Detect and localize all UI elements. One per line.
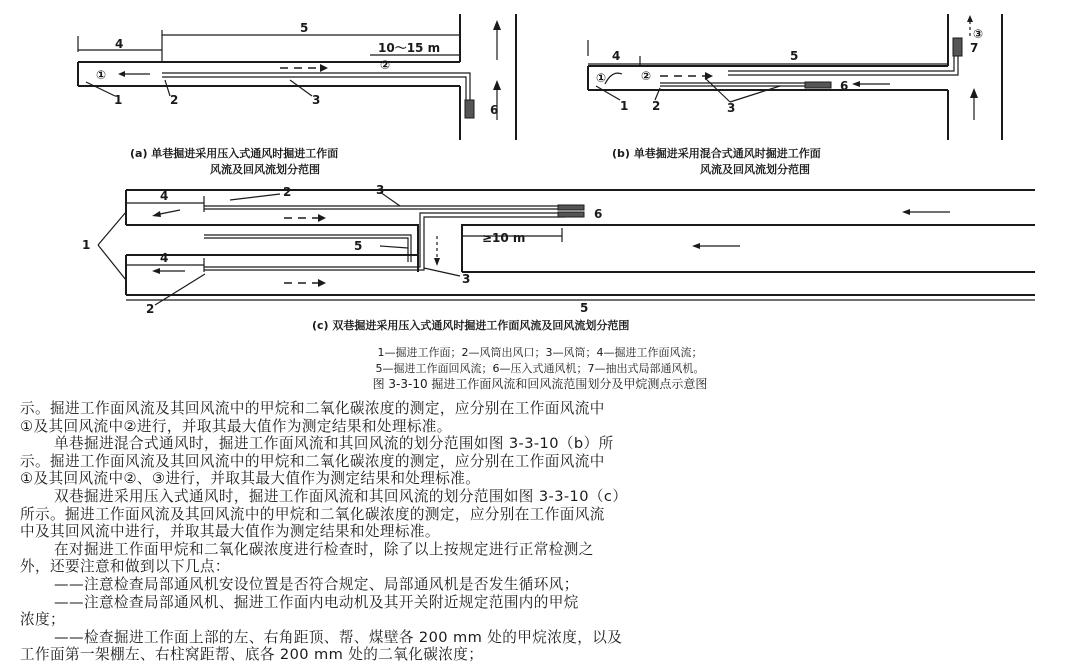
b-exhaust-duct-2 [728,38,958,75]
a-main-flow-arrowhead-2 [493,80,501,90]
b-leader-3b [730,86,780,102]
c-top-airflow-arrowhead [318,214,326,222]
c-return-path-inner-2 [204,235,411,262]
c-part-3-top: 3 [376,183,385,197]
a-point-1: ① [96,68,107,82]
b-return-arrowhead [852,81,860,87]
diagram-c [82,183,1035,316]
a-dim-label-5: 5 [300,21,309,35]
b-leader-1 [596,86,620,100]
b-face-curve-arrow [605,73,622,84]
a-leader-1 [86,82,115,96]
b-part-7: 7 [970,41,979,55]
a-point-2: ② [380,58,391,72]
body-line-6: 双巷掘进采用压入式通风时，掘进工作面风流和其回风流的划分范围如图 3-3-10（c） [54,488,628,505]
c-part-1: 1 [82,238,91,252]
b-exhaust-flow-arrowhead [967,15,973,22]
c-dim-label-4-top: 4 [160,189,169,203]
a-part-3: 3 [312,93,321,107]
a-part-1: 1 [114,93,123,107]
body-line-12: ——注意检查局部通风机、掘进工作面内电动机及其开关附近规定范围内的甲烷 [54,593,579,611]
c-leader-3-mid [424,268,460,276]
c-dim-label-5-bottom: 5 [580,301,589,315]
c-return-path-inner-1 [204,238,408,262]
c-top-face-arrowhead [152,211,161,217]
diagram-b [588,14,1002,140]
c-return-arrowhead-2 [902,209,910,215]
c-crosscut-flow-arrowhead [434,258,440,266]
a-part-6: 6 [490,103,499,117]
c-return-arrowhead-1 [692,243,700,249]
b-part-2: 2 [652,99,661,113]
body-line-5: ①及其回风流中②、③进行，并取其最大值作为测定结果和处理标准。 [20,470,481,488]
body-line-4: 示。掘进工作面风流及其回风流中的甲烷和二氧化碳浓度的测定，应分别在工作面风流中 [20,452,605,470]
c-leader-1b [98,245,126,280]
legend-line2: 5—掘进工作面回风流；6—压入式通风机；7—抽出式局部通风机。 [375,362,705,375]
body-line-14: ——检查掘进工作面上部的左、右角距顶、帮、煤壁各 200 mm 处的甲烷浓度，以及 [54,628,623,646]
caption-a-line1: (a) 单巷掘进采用压入式通风时掘进工作面 [130,147,339,160]
caption-b-line2: 风流及回风流划分范围 [700,163,810,176]
a-dim-label-4: 4 [115,37,124,51]
a-dim-label-range: 10～15 m [378,41,441,55]
caption-b-line1: (b) 单巷掘进采用混合式通风时掘进工作面 [612,147,821,160]
body-line-1: 示。掘进工作面风流及其回风流中的甲烷和二氧化碳浓度的测定，应分别在工作面风流中 [20,400,605,417]
c-part-2-bottom: 2 [146,302,155,316]
c-leader-5-inner [380,246,408,248]
body-line-7: 所示。掘进工作面风流及其回风流中的甲烷和二氧化碳浓度的测定，应分别在工作面风流 [20,505,605,523]
b-forcing-fan [805,82,831,88]
a-face-airflow-arrowhead [118,71,125,77]
b-part-3: 3 [727,101,736,115]
a-leader-3 [290,80,312,96]
body-line-2: ①及其回风流中②进行，并取其最大值作为测定结果和处理标准。 [20,417,452,435]
b-point-2: ② [641,69,652,83]
b-dim-label-5: 5 [790,49,799,63]
body-line-8: 中及其回风流中进行，并取其最大值作为测定结果和处理标准。 [20,523,440,541]
caption-a-line2: 风流及回风流划分范围 [210,163,320,176]
c-part-2-top: 2 [283,185,292,199]
legend-line1: 1—掘进工作面；2—风筒出风口；3—风筒；4—掘进工作面风流； [377,346,703,359]
c-bottom-face-arrowhead [152,268,160,274]
c-part-5-inner: 5 [354,239,363,253]
b-dim-label-4: 4 [612,49,621,63]
a-main-flow-arrowhead-1 [493,20,501,30]
c-crosscut-right-wall [462,225,1035,272]
body-line-15: 工作面第一架棚左、右柱窝距帮、底各 200 mm 处的二氧化碳浓度； [20,646,484,664]
b-point-3: ③ [973,27,984,41]
a-part-2: 2 [170,93,179,107]
c-fan-bottom [558,212,584,217]
c-part-3-mid: 3 [462,272,471,286]
c-part-6: 6 [594,207,603,221]
diagram-a [78,14,516,140]
body-line-9: 在对掘进工作面甲烷和二氧化碳浓度进行检查时，除了以上按规定进行正常检测之 [54,540,594,558]
c-leader-1a [98,212,126,245]
body-line-10: 外，还要注意和做到以下几点： [20,558,230,576]
b-point-1: ① [596,71,607,85]
c-top-face-arrow [160,210,180,214]
b-part-1: 1 [620,99,629,113]
b-exhaust-fan [953,38,962,56]
figure-title: 图 3-3-10 掘进工作面风流和回风流范围划分及甲烷测点示意图 [372,377,708,391]
body-line-3: 单巷掘进混合式通风时，掘进工作面风流和其回风流的划分范围如图 3-3-10（b）所 [54,435,614,453]
c-dim-label-range: ≥10 m [482,231,526,245]
c-leader-2-top [230,194,280,200]
body-line-11: ——注意检查局部通风机安设位置是否符合规定、局部通风机是否发生循环风； [54,576,579,593]
c-dim-label-4-bottom: 4 [160,251,169,265]
c-fan-top [558,205,584,210]
body-line-13: 浓度； [20,611,65,629]
a-forcing-fan [465,100,474,118]
c-bottom-airflow-arrowhead [318,279,326,287]
b-part-6: 6 [840,79,849,93]
caption-c: (c) 双巷掘进采用压入式通风时掘进工作面风流及回风流划分范围 [312,319,630,332]
b-main-flow-arrowhead [970,88,978,98]
a-airflow-arrowhead [320,64,328,72]
